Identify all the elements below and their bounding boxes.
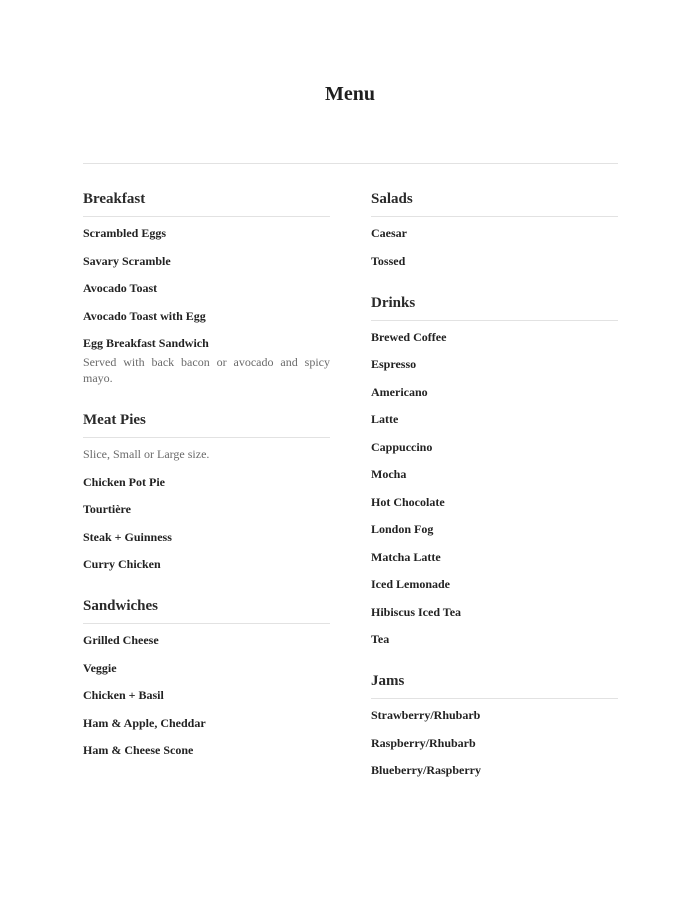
menu-item-name: Savary Scramble (83, 253, 171, 268)
menu-item (371, 357, 618, 372)
menu-item (83, 716, 330, 731)
menu-item-name: Tourtière (83, 502, 131, 516)
menu-section-breakfast (83, 190, 330, 386)
menu-item-name: Ham & Apple, Cheddar (83, 715, 206, 730)
menu-item-name: Blueberry/Raspberry (371, 763, 481, 777)
menu-item-name: Egg Breakfast Sandwich (83, 336, 209, 350)
menu-item (371, 226, 618, 241)
menu-item-name: Cappuccino (371, 439, 433, 454)
menu-item (371, 385, 618, 400)
menu-item-name: Brewed Coffee (371, 329, 447, 344)
page-title: Menu (325, 83, 375, 105)
menu-item (371, 577, 618, 592)
menu-section-drinks (371, 294, 618, 648)
menu-item (371, 254, 618, 269)
menu-item-name: Veggie (83, 660, 117, 675)
menu-item (83, 502, 330, 517)
menu-section-jams (371, 672, 618, 778)
section-heading: Meat Pies (83, 411, 330, 438)
menu-item (371, 763, 618, 778)
menu-item (371, 467, 618, 482)
menu-item (371, 522, 618, 537)
menu-item-name: Steak + Guinness (83, 529, 172, 544)
menu-item-name: Mocha (371, 467, 407, 481)
menu-item (371, 412, 618, 427)
menu-item-name: Matcha Latte (371, 549, 441, 564)
section-heading: Breakfast (83, 190, 330, 217)
menu-item (371, 708, 618, 723)
menu-item (83, 633, 330, 648)
menu-item-name: Strawberry/Rhubarb (371, 708, 481, 722)
menu-item (83, 254, 330, 269)
menu-item (83, 661, 330, 676)
menu-item-name: Americano (371, 384, 428, 399)
menu-item (371, 632, 618, 647)
menu-item-name: Curry Chicken (83, 557, 161, 571)
menu-item-name: Avocado Toast with Egg (83, 308, 206, 323)
menu-item (371, 440, 618, 455)
menu-item-name: Chicken + Basil (83, 688, 164, 702)
menu-item-name: Hot Chocolate (371, 494, 445, 509)
menu-section-sandwiches (83, 597, 330, 758)
menu-item-name: Hibiscus Iced Tea (371, 604, 462, 619)
menu-item-name: Espresso (371, 357, 417, 371)
menu-section-meat-pies (83, 411, 330, 572)
menu-item (371, 550, 618, 565)
menu-item (83, 557, 330, 572)
section-heading: Drinks (371, 294, 618, 321)
menu-item (371, 330, 618, 345)
menu-column-right (371, 190, 618, 803)
section-note: Slice, Small or Large size. (83, 447, 210, 461)
menu-item-name: Caesar (371, 226, 407, 240)
menu-item-name: Iced Lemonade (371, 577, 450, 591)
menu-item (83, 281, 330, 296)
menu-item (83, 336, 330, 386)
menu-item-name: Scrambled Eggs (83, 226, 167, 240)
menu-column-left (83, 190, 330, 783)
menu-item-name: Chicken Pot Pie (83, 474, 165, 489)
menu-item (83, 688, 330, 703)
section-heading: Jams (371, 672, 618, 699)
menu-item (371, 736, 618, 751)
menu-item-name: Latte (371, 412, 399, 426)
menu-item-name: Ham & Cheese Scone (83, 743, 194, 757)
menu-item-description: Served with back bacon or avocado and spicy mayo. (83, 355, 330, 385)
menu-item-name: Grilled Cheese (83, 633, 159, 647)
menu-item (371, 605, 618, 620)
menu-item (371, 495, 618, 510)
section-heading: Sandwiches (83, 597, 330, 624)
menu-item (83, 743, 330, 758)
title-divider (83, 163, 618, 164)
menu-item-name: London Fog (371, 522, 434, 536)
menu-section-salads (371, 190, 618, 269)
menu-item (83, 309, 330, 324)
menu-item-name: Raspberry/Rhubarb (371, 735, 476, 750)
menu-item-name: Avocado Toast (83, 281, 158, 295)
section-heading: Salads (371, 190, 618, 217)
menu-item-name: Tossed (371, 253, 406, 268)
menu-item (83, 530, 330, 545)
menu-item (83, 226, 330, 241)
menu-item-name: Tea (371, 632, 390, 646)
menu-item (83, 475, 330, 490)
